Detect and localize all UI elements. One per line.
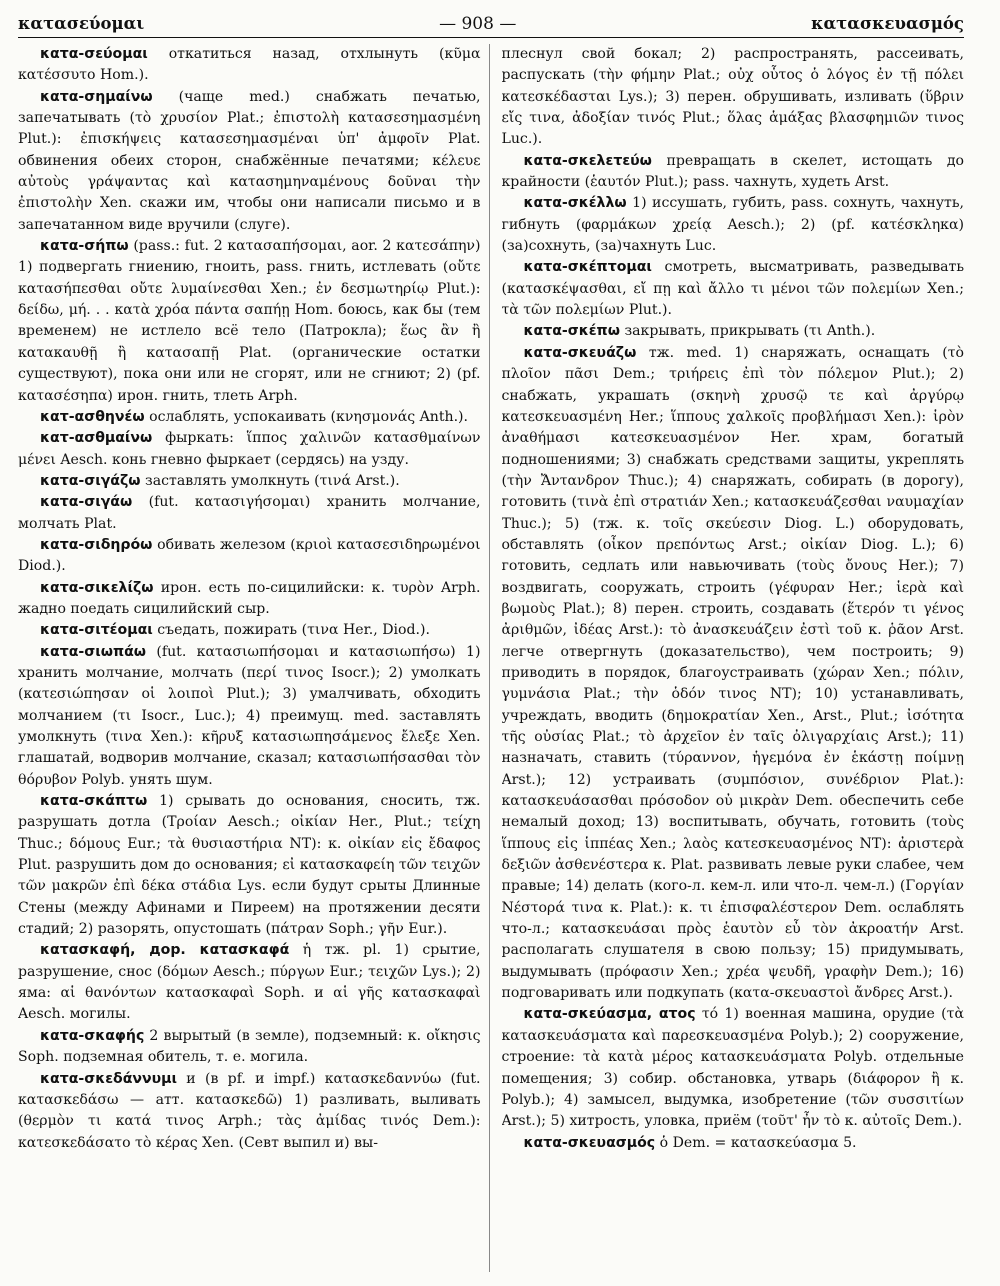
entry-definition: ослаблять, успокаивать (κνησμονάς Anth.). <box>144 408 469 425</box>
entry-headword: κατα-σιωπάω <box>40 643 147 660</box>
dictionary-entry <box>18 44 481 87</box>
dictionary-entry <box>18 940 481 1025</box>
dictionary-entry <box>18 236 481 407</box>
dictionary-entry <box>502 193 965 257</box>
dictionary-entry <box>502 151 965 194</box>
page-header <box>18 14 964 38</box>
entry-headword: κατα-σκέπω <box>523 323 620 340</box>
entry-headword: κατα-σημαίνω <box>40 88 153 105</box>
dictionary-entry <box>18 1069 481 1154</box>
entry-definition: смотреть, высматривать, разведывать (κατασκέψασθαι, εἴ πῃ καὶ ἄλλο τι μένοι τῶν πολεμίων Xen.; τὰ τῶν πολεμίων Plut.). <box>501 259 964 319</box>
entry-definition: плеснул свой бокал; 2) распространять, рассеивать, распускать (τὴν φήμην Plat.; οὐχ οὗτος ὁ λόγος ἐν τῇ πόλει κατεσκέδασται Lys.); 3) перен. обрушивать, изливать (ὕβριν εἴς τινα, ἀδοξίαν τινός Plut.; ὅλας ἁμάξας βλασφημιῶν τινος Luc.). <box>501 46 964 148</box>
dictionary-entry <box>18 642 481 791</box>
entry-headword: κατα-σκάπτω <box>40 793 148 810</box>
dictionary-entry <box>18 428 481 471</box>
dictionary-entry <box>18 492 481 535</box>
entry-headword: κατα-σκευάζω <box>523 344 637 361</box>
entry-headword: κατα-σκέπτομαι <box>523 259 652 276</box>
entry-headword: κατα-σκεδάννυμι <box>40 1070 178 1087</box>
entry-definition: съедать, пожирать (τινα Her., Diod.). <box>152 622 430 639</box>
entry-headword: κατα-σκεύασμα, ατος <box>523 1006 696 1023</box>
entry-definition: закрывать, прикрывать (τι Anth.). <box>619 323 876 340</box>
entry-definition: заставлять умолкнуть (τινά Arst.). <box>140 472 400 489</box>
entry-definition: (pass.: fut. 2 κατασαπήσομαι, aor. 2 κατεσάπην) 1) подвергать гниению, гноить, pass. гнить, истлевать (οὔτε κατασήπεσθαι οὔτε λυμαίνεσθαι Xen.; ἐν δεσμωτηρίῳ Plut.): δείδω, μή. . . κατὰ χρόα πάντα σαπήῃ Hom. боюсь, как бы (тем временем) не истлело всё тело (Патрокла); ἕως ἂν ἢ κατακαυθῇ ἢ κατασαπῇ Plat. (органические остатки существуют), пока они или не сгорят, или не сгниют; 2) (pf. κατασέσηπα) ирон. гнить, тлеть Arph. <box>18 238 481 404</box>
header-right-word: κατασκευασμός <box>811 14 964 33</box>
entry-headword: κατα-σκέλλω <box>523 195 627 212</box>
entry-headword: κατα-σκελετεύω <box>523 152 652 169</box>
entry-headword: κατα-σιτέομαι <box>40 622 153 639</box>
entry-headword: κατα-σικελίζω <box>40 579 154 596</box>
right-column <box>502 44 965 1272</box>
entry-definition: 1) иссушать, губить, pass. сохнуть, чахнуть, гибнуть (φαρμάκων χρείᾳ Aesch.); 2) (pf. κατέσκληκα) (за)сохнуть, (за)чахнуть Luc. <box>501 195 964 255</box>
entry-definition: 1) срывать до основания, сносить, тж. разрушать дотла (Τροίαν Aesch.; οἰκίαν Her., Plut.; τείχη Thuc.; δόμους Eur.; τὰ θυσιαστήρια NT): κ. οἰκίαν εἰς ἔδαφος Plut. разрушить дом до основания; εἰ κατασκαφείη τῶν τειχῶν τῶν μακρῶν ἐπὶ δέκα στάδια Lys. если будут срыты Длинные Стены (между Афинами и Пиреем) на протяжении десяти стадий; 2) разорять, опустошать (πάτραν Soph.; γῆν Eur.). <box>18 793 481 938</box>
entry-definition: фыркать: ἵππος χαλινῶν κατασθμαίνων μένει Aesch. конь гневно фыркает (сердясь) на узду. <box>18 430 481 468</box>
dictionary-entry <box>502 321 965 342</box>
header-left-word: κατασεύομαι <box>18 14 145 33</box>
entry-headword: κατα-σκαφής <box>40 1027 145 1044</box>
entry-definition: превращать в скелет, истощать до крайности (ἑαυτόν Plut.); pass. чахнуть, худеть Arst. <box>501 152 964 191</box>
page-number: — 908 — <box>439 14 517 34</box>
entry-definition: откатиться назад, отхлынуть (κῦμα κατέσσυτο Hom.). <box>18 46 481 84</box>
entry-headword: κατ-ασθηνέω <box>40 408 145 425</box>
entry-definition: обивать железом (κριοὶ κατασεσιδηρωμένοι Diod.). <box>18 536 481 575</box>
left-column <box>18 44 490 1272</box>
entry-definition: (fut. κατασιωπήσομαι и κατασιωπήσω) 1) хранить молчание, молчать (περί τινος Isocr.); 2) умолкать (κατεσιώπησαν οἱ λοιποὶ Plut.); 3) умалчивать, обходить молчанием (τι Isocr., Luc.); 4) преимущ. med. заставлять умолкнуть (τινα Xen.): κῆρυξ κατασιωπησάμενος ἔλεξε Xen. глашатай, водворив молчание, сказал; κατασιωπήσασθαι τὸν θόρυβον Polyb. унять шум. <box>18 643 481 788</box>
entry-definition: 2 вырытый (в земле), подземный: κ. οἴκησις Soph. подземная обитель, т. е. могила. <box>18 1027 481 1066</box>
entry-definition: и (в pf. и impf.) κατασκεδαννύω (fut. κατασκεδάσω — атт. κατασκεδῶ) 1) разливать, выливать (θερμὸν τι κατά τινος Arph.; τὰς ἀμίδας τινός Dem.): κατεσκεδάσατο τὸ κέρας Xen. (Севт выпил и) вы- <box>18 1070 481 1151</box>
dictionary-entry <box>18 1026 481 1069</box>
dictionary-entry <box>18 620 481 641</box>
entry-definition: ὁ Dem. = κατασκεύασμα 5. <box>655 1134 857 1151</box>
entry-definition: (чаще med.) снабжать печатью, запечатывать (τὸ χρυσίον Plat.; ἐπιστολὴ κατασεσημασμένη Plut.): ἐπισκήψεις κατασεσημασμέναι ὑπ' ἀμφοῖν Plat. обвинения обеих сторон, снабжённые печатями; κέλευε αὐτοὺς γράψαντας καὶ κατασημηναμένους δοῦναι τὴν ἐπιστολὴν Xen. скажи им, чтобы они написали письмо и в запечатанном виде вручили (слуге). <box>18 88 481 233</box>
dictionary-entry <box>502 343 965 1005</box>
dictionary-entry <box>18 578 481 621</box>
entry-definition: тж. med. 1) снаряжать, оснащать (τὸ πλοῖον πᾶσι Dem.; τριήρεις ἐπὶ τὸν πόλεμον Plut.); 2) снабжать, украшать (σκηνὴ χρυσῷ τε καὶ ἀργύρῳ κατεσκευασμένη Her.; ἵππους χαλκοῖς προβλήμασι Xen.): ἱρὸν ἀναθήμασι κατεσκευασμένον Her. храм, богатый подношениями; 3) снабжать средствами защиты, укреплять (τὴν Ἄντανδρον Thuc.); 4) снаряжать, собирать (в дорогу), готовить (τινὰ ἐπὶ στρατιάν Xen.; κατασκευάζεσθαι ναυμαχίαν Thuc.); 5) (тж. κ. τοῖς σκεύεσιν Diog. L.) оборудовать, обставлять (οἶκον πρεπόντως Arst.; οἰκίαν Diog. L.); 6) готовить, седлать или навьючивать (τοὺς ὄνους Her.); 7) воздвигать, сооружать, строить (γέφυραν Her.; ἱερὰ καὶ βωμοὺς Plat.); 8) перен. строить, создавать (ἕτερόν τι γένος ἀριθμῶν, ἰδέας Arst.): τὸ ἀνασκευάζειν ἐστὶ τοῦ κ. ῥᾶον Arst. легче отвергнуть (доказательство), чем построить; 9) приводить в порядок, благоустраивать (χώραν Xen.; πόλιν, γυμνάσια Plat.; τὴν ὁδόν τινος NT); 10) устанавливать, учреждать, вводить (δημοκρατίαν Xen., Arst., Plut.; ἰσότητα τῆς οὐσίας Plat.; τὸ ἀρχεῖον ἐν ταῖς ὀλιγαρχίαις Arst.); 11) назначать, ставить (τύραννον, ἡγεμόνα ἐν ἑκάστῃ ποίμνῃ Arst.); 12) устраивать (συμπόσιον, συνέδριον Plat.): κατασκευάσασθαι πρόσοδον οὐ μικρὰν Dem. обеспечить себе немалый доход; 13) воспитывать, обучать, готовить (τοὺς ἵππους εἰς ἱππέας Xen.; λαὸς κατεσκευασμένος NT): ἀριστερὰ δεξιῶν ἀσθενέστερα κ. Plat. развивать левые руки слабее, чем правые; 14) делать (кого-л. кем-л. или что-л. чем-л.) (Γοργίαν Νέστορά τινα κ. Plat.): κ. τι ἐπισφαλέστερον Dem. ослаблять что-л.; κατασκευάσαι πρὸς ἑαυτὸν εὖ τὸν ἀκροατήν Arst. располагать слушателя в свою пользу; 15) придумывать, выдумывать (πρόφασιν Xen.; χρέα ψευδῆ, γραφὴν Dem.); 16) подговаривать или подкупать (κατα-σκευαστοὶ ἄνδρες Arst.). <box>501 344 964 1002</box>
entry-headword: κατα-σιγάζω <box>40 472 141 489</box>
entry-headword: κατα-σιδηρόω <box>40 536 153 553</box>
dictionary-entry <box>502 257 965 321</box>
dictionary-entry <box>18 87 481 236</box>
entry-headword: κατασκαφή, дор. κατασκαφά <box>40 942 290 959</box>
entry-headword: κατα-σήπω <box>40 238 129 255</box>
dictionary-entry <box>18 407 481 428</box>
dictionary-entry <box>502 1133 965 1154</box>
entry-headword: κατα-σιγάω <box>40 494 133 511</box>
entry-definition: τό 1) военная машина, орудие (τὰ κατασκευάσματα καὶ παρεσκευασμένα Polyb.); 2) сооружение, строение: τὰ κατὰ μέρος κατασκευάσματα Polyb. отдельные помещения; 3) собир. обстановка, утварь (διάφορον ἢ κ. Polyb.); 4) замысел, выдумка, изобретение (τῶν συσσιτίων Arst.); 5) хитрость, уловка, приём (τοῦτ' ἦν τὸ κ. αὐτοῖς Dem.). <box>501 1006 964 1130</box>
dictionary-entry <box>18 535 481 578</box>
dictionary-entry <box>502 1004 965 1132</box>
dictionary-entry <box>18 791 481 940</box>
entry-headword: κατα-σκευασμός <box>523 1134 656 1151</box>
dictionary-entry <box>18 471 481 492</box>
entry-definition: (fut. κατασιγήσομαι) хранить молчание, молчать Plat. <box>18 494 481 532</box>
columns <box>18 44 964 1272</box>
entry-definition: ирон. есть по-сицилийски: κ. τυρὸν Arph. жадно поедать сицилийский сыр. <box>18 579 481 617</box>
dictionary-entry <box>502 44 965 151</box>
entry-definition: ἡ тж. pl. 1) срытие, разрушение, снос (δόμων Aesch.; πύργων Eur.; τειχῶν Lys.); 2) яма: αἱ θανόντων κατασκαφαὶ Soph. и αἱ γῆς κατασκαφαὶ Aesch. могилы. <box>18 942 481 1023</box>
entry-headword: κατα-σεύομαι <box>40 46 148 62</box>
entry-headword: κατ-ασθμαίνω <box>40 430 153 447</box>
